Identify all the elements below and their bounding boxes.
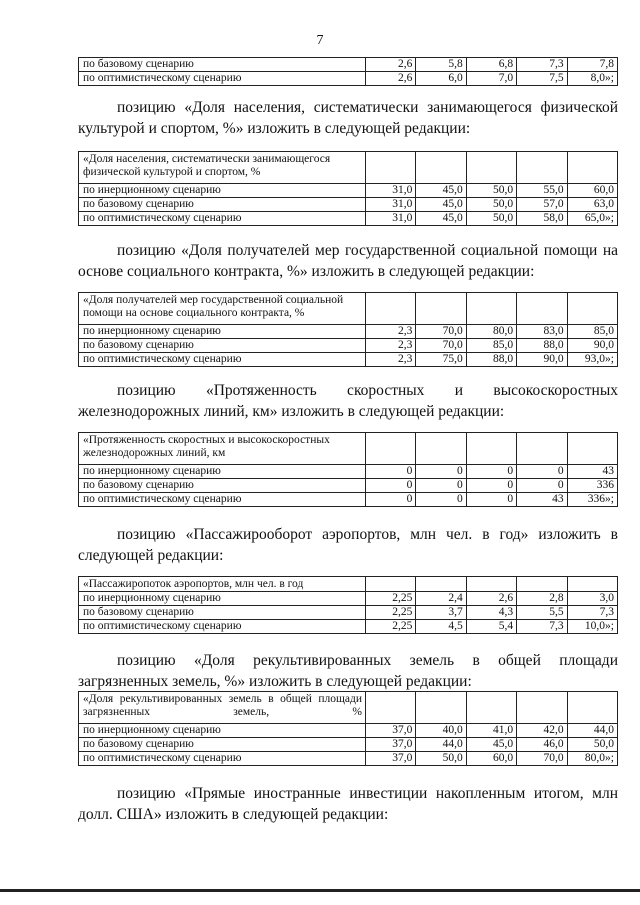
paragraph-airports: позицию «Пассажирооборот аэропортов, млн чел. в год» изложить в следующей редакции: [78,526,618,564]
table-row [79,72,618,86]
cell: 57,0 [517,198,567,212]
row-label: по инерционному сценарию [79,184,366,198]
table-row [79,620,618,634]
cell: 3,0 [567,592,617,606]
table-social-contract [78,292,618,367]
table-header-row [79,433,618,465]
row-label: по оптимистическому сценарию [79,752,366,766]
cell: 60,0 [567,184,617,198]
cell: 0 [366,479,416,493]
indicator-header: «Доля получателей мер государственной социальной помощи на основе социального контракта, % [79,293,366,325]
cell: 55,0 [517,184,567,198]
cell: 7,3 [517,620,567,634]
table-row [79,184,618,198]
indicator-header: «Протяженность скоростных и высокоскоростных железнодорожных линий, км [79,433,366,465]
cell: 88,0 [517,339,567,353]
table-row [79,724,618,738]
cell: 50,0 [466,212,516,226]
table-row [79,353,618,367]
cell: 0 [416,493,466,507]
cell: 45,0 [466,738,516,752]
row-label: по базовому сценарию [79,198,366,212]
cell: 2,6 [466,592,516,606]
cell: 80,0»; [567,752,617,766]
table-row [79,606,618,620]
cell: 75,0 [416,353,466,367]
cell: 60,0 [466,752,516,766]
cell: 5,5 [517,606,567,620]
cell: 80,0 [466,325,516,339]
cell: 43 [567,465,617,479]
indicator-header: «Пассажиропоток аэропортов, млн чел. в год [79,577,366,592]
cell: 42,0 [517,724,567,738]
cell: 4,3 [466,606,516,620]
table-row [79,752,618,766]
cell: 2,6 [366,72,416,86]
cell: 2,25 [366,606,416,620]
row-label: по базовому сценарию [79,58,366,72]
row-label: по оптимистическому сценарию [79,353,366,367]
cell: 0 [517,479,567,493]
cell: 85,0 [567,325,617,339]
cell: 0 [466,493,516,507]
cell: 7,3 [517,58,567,72]
table-continuation [78,57,618,86]
paragraph-sport: позицию «Доля населения, систематически занимающегося физической культурой и спортом, %» изложить в следующей редакции: [78,99,618,137]
cell: 90,0 [567,339,617,353]
cell: 0 [366,493,416,507]
table-row [79,339,618,353]
cell: 41,0 [466,724,516,738]
cell: 88,0 [466,353,516,367]
cell: 7,8 [567,58,617,72]
cell: 63,0 [567,198,617,212]
table-row [79,212,618,226]
cell: 90,0 [517,353,567,367]
paragraph-foreign-investment: позицию «Прямые иностранные инвестиции накопленным итогом, млн долл. США» изложить в следующей редакции: [78,785,618,823]
cell: 2,3 [366,339,416,353]
table-reclaimed-land [78,691,618,766]
cell: 44,0 [416,738,466,752]
table-row [79,325,618,339]
cell: 5,4 [466,620,516,634]
cell: 2,3 [366,325,416,339]
cell: 10,0»; [567,620,617,634]
cell: 8,0»; [567,72,617,86]
row-label: по инерционному сценарию [79,465,366,479]
cell: 4,5 [416,620,466,634]
row-label: по базовому сценарию [79,738,366,752]
row-label: по инерционному сценарию [79,724,366,738]
table-row [79,58,618,72]
paragraph-railways: позицию «Протяженность скоростных и высокоскоростных железнодорожных линий, км» изложить в следующей редакции: [78,382,618,420]
cell: 46,0 [517,738,567,752]
cell: 85,0 [466,339,516,353]
table-header-row [79,692,618,724]
row-label: по оптимистическому сценарию [79,620,366,634]
cell: 0 [466,479,516,493]
cell: 58,0 [517,212,567,226]
cell: 45,0 [416,198,466,212]
cell: 45,0 [416,184,466,198]
indicator-header: «Доля рекультивированных земель в общей площади загрязненных земель, % [79,692,366,724]
cell: 2,8 [517,592,567,606]
row-label: по инерционному сценарию [79,325,366,339]
table-header-row [79,577,618,592]
cell: 0 [366,465,416,479]
table-airports [78,576,618,634]
cell: 7,0 [466,72,516,86]
cell: 7,3 [567,606,617,620]
cell: 37,0 [366,738,416,752]
cell: 0 [416,479,466,493]
cell: 6,0 [416,72,466,86]
table-row [79,738,618,752]
cell: 83,0 [517,325,567,339]
cell: 50,0 [567,738,617,752]
cell: 6,8 [466,58,516,72]
row-label: по инерционному сценарию [79,592,366,606]
paragraph-reclaimed-land: позицию «Доля рекультивированных земель в общей площади загрязненных земель, %» изложить в следующей редакции: [78,652,618,690]
row-label: по оптимистическому сценарию [79,72,366,86]
cell: 65,0»; [567,212,617,226]
cell: 0 [517,465,567,479]
indicator-header: «Доля населения, систематически занимающегося физической культурой и спортом, % [79,152,366,184]
cell: 2,6 [366,58,416,72]
cell: 50,0 [466,198,516,212]
cell: 3,7 [416,606,466,620]
cell: 2,4 [416,592,466,606]
table-row [79,198,618,212]
cell: 31,0 [366,198,416,212]
cell: 50,0 [466,184,516,198]
cell: 0 [416,465,466,479]
cell: 37,0 [366,752,416,766]
cell: 93,0»; [567,353,617,367]
table-row [79,592,618,606]
cell: 50,0 [416,752,466,766]
cell: 70,0 [416,325,466,339]
cell: 31,0 [366,184,416,198]
cell: 0 [466,465,516,479]
page-bottom-edge [0,889,640,892]
cell: 336 [567,479,617,493]
page-number: 7 [316,33,324,48]
row-label: по базовому сценарию [79,606,366,620]
cell: 2,25 [366,620,416,634]
cell: 44,0 [567,724,617,738]
table-header-row [79,293,618,325]
cell: 70,0 [416,339,466,353]
cell: 336»; [567,493,617,507]
cell: 7,5 [517,72,567,86]
cell: 2,25 [366,592,416,606]
row-label: по базовому сценарию [79,339,366,353]
cell: 70,0 [517,752,567,766]
table-row [79,493,618,507]
cell: 45,0 [416,212,466,226]
cell: 5,8 [416,58,466,72]
cell: 2,3 [366,353,416,367]
table-railways [78,432,618,507]
table-header-row [79,152,618,184]
row-label: по оптимистическому сценарию [79,212,366,226]
table-row [79,465,618,479]
paragraph-social-contract: позицию «Доля получателей мер государственной социальной помощи на основе социального контракта, %» изложить в следующей редакции: [78,242,618,280]
row-label: по базовому сценарию [79,479,366,493]
row-label: по оптимистическому сценарию [79,493,366,507]
cell: 40,0 [416,724,466,738]
cell: 31,0 [366,212,416,226]
cell: 43 [517,493,567,507]
table-row [79,479,618,493]
cell: 37,0 [366,724,416,738]
table-sport-population [78,151,618,226]
